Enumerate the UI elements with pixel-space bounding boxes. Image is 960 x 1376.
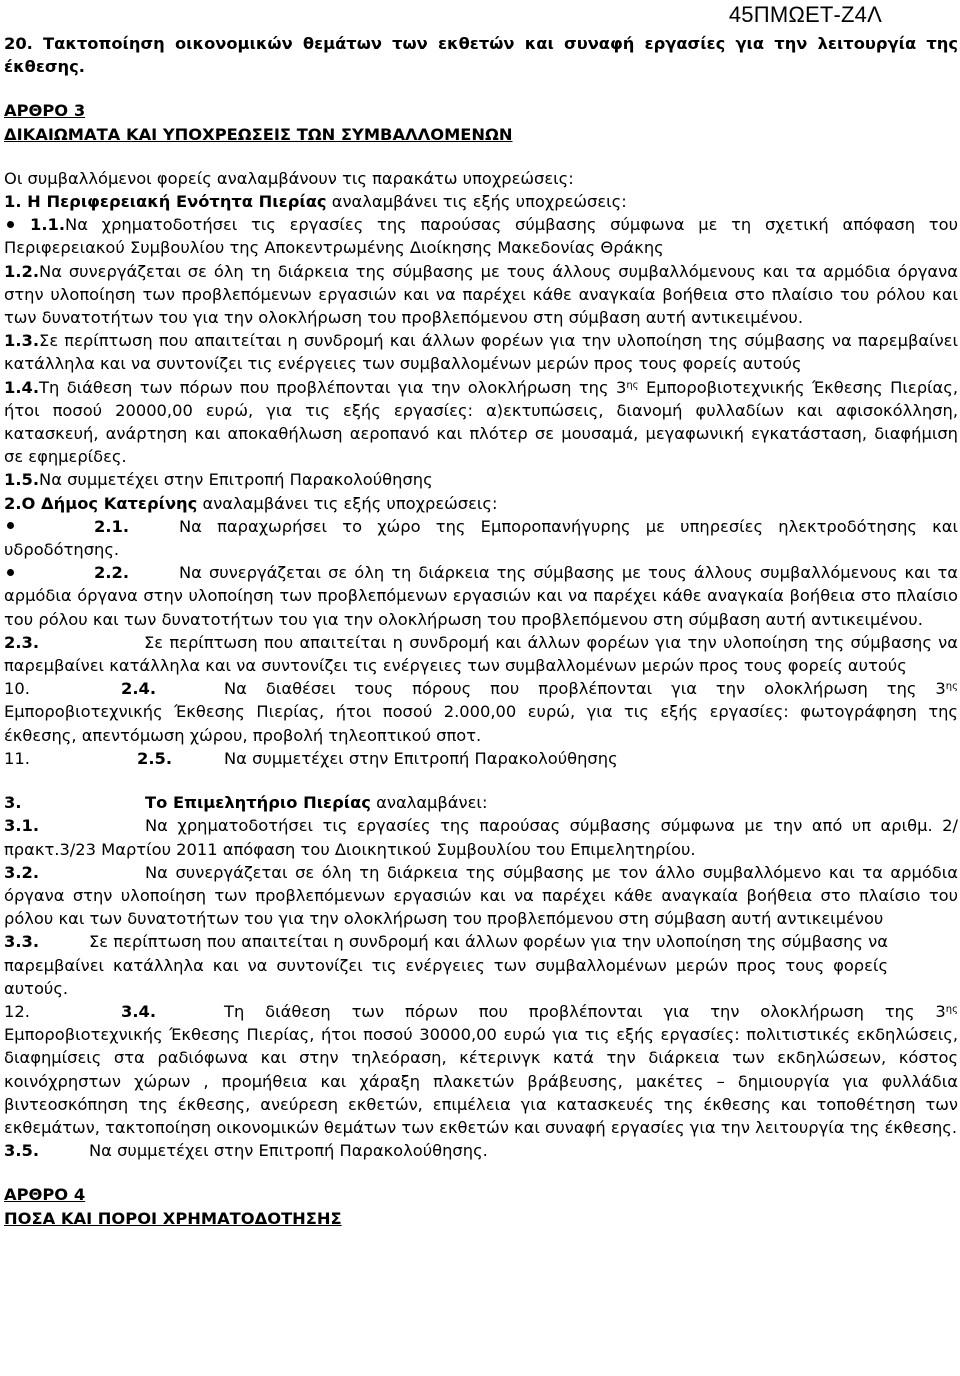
item-1-1: 1.1.Να χρηματοδοτήσει τις εργασίες της παρούσας σύμβασης σύμφωνα με τη σχετική απόφαση του Περιφερειακού Συμβουλίου της Αποκεντρωμένης Διοίκησης Μακεδονίας Θράκης [4, 215, 958, 258]
article-3-title: ΔΙΚΑΙΩΜΑΤΑ ΚΑΙ ΥΠΟΧΡΕΩΣΕΙΣ ΤΩΝ ΣΥΜΒΑΛΛΟΜΕΝΩΝ [4, 124, 513, 144]
bullet-icon [7, 569, 14, 576]
item-2-2: 2.2. Να συνεργάζεται σε όλη τη διάρκεια της σύμβασης με τους άλλους συμβαλλόμενους και τα αρμόδια όργανα στην υλοποίηση των προβλεπόμενων εργασιών και να παρέχει κάθε αναγκαία βοήθεια στο πλαίσιο του ρόλου και των δυνατοτήτων του για την ολοκλήρωση του προβλεπόμενου στη σύμβαση αυτή αντικειμένου. [4, 563, 958, 629]
item-1-2: 1.2.Να συνεργάζεται σε όλη τη διάρκεια της σύμβασης με τους άλλους συμβαλλόμενους και τα αρμόδια όργανα στην υλοποίηση των προβλεπόμενων εργασιών και να παρέχει κάθε αναγκαία βοήθεια στο πλαίσιο του ρόλου και των δυνατοτήτων του για την ολοκλήρωση του προβλεπόμενου στη σύμβαση αυτή αντικειμένου. [4, 261, 958, 328]
document-body [4, 32, 958, 1230]
bullet-icon [7, 522, 14, 529]
item-3-5: 3.5. Να συμμετέχει στην Επιτροπή Παρακολούθησης. [4, 1141, 488, 1161]
article-4-title: ΠΟΣΑ ΚΑΙ ΠΟΡΟΙ ΧΡΗΜΑΤΟΔΟΤΗΣΗΣ [4, 1208, 342, 1228]
item-2-3: 2.3. Σε περίπτωση που απαιτείται η συνδρομή και άλλων φορέων για την υλοποίηση της σύμβασης να παρεμβαίνει κατάλληλα και να συντονίζει τις ενέργειες των συμβαλλομένων μερών προς τους φορείς αυτούς [4, 632, 958, 676]
item-1-3: 1.3.Σε περίπτωση που απαιτείται η συνδρομή και άλλων φορέων για την υλοποίηση της σύμβασης να παρεμβαίνει κατάλληλα και να συντονίζει τις ενέργειες των συμβαλλομένων μερών προς τους φορείς αυτούς [4, 331, 958, 374]
item-20: 20. Τακτοποίηση οικονομικών θεμάτων των εκθετών και συναφή εργασίες για την λειτουργία της έκθεσης. [4, 34, 958, 77]
item-1-5: 1.5.Να συμμετέχει στην Επιτροπή Παρακολούθησης [4, 470, 433, 490]
article-4-heading: ΑΡΘΡΟ 4 [4, 1185, 86, 1205]
section-2-heading: 2.Ο Δήμος Κατερίνης αναλαμβάνει τις εξής υποχρεώσεις: [4, 493, 498, 513]
section-3-heading: 3. Το Επιμελητήριο Πιερίας αναλαμβάνει: [4, 793, 488, 813]
item-2-1: 2.1. Να παραχωρήσει το χώρο της Εμποροπανήγυρης με υπηρεσίες ηλεκτροδότησης και υδροδότησης. [4, 516, 958, 560]
section-1-heading: 1. Η Περιφερειακή Ενότητα Πιερίας αναλαμβάνει τις εξής υποχρεώσεις: [4, 192, 627, 212]
item-3-2: 3.2. Να συνεργάζεται σε όλη τη διάρκεια της σύμβασης με τον άλλο συμβαλλόμενο και τα αρμόδια όργανα στην υλοποίηση των προβλεπόμενων εργασιών και να παρέχει κάθε αναγκαία βοήθεια στο πλαίσιο του ρόλου και των δυνατοτήτων του για την ολοκλήρωση του προβλεπόμενου στη σύμβαση αυτή αντικειμένου [4, 862, 958, 929]
item-3-1: 3.1. Να χρηματοδοτήσει τις εργασίες της παρούσας σύμβασης σύμφωνα με την από υπ αριθμ. 2/πρακτ.3/23 Μαρτίου 2011 απόφαση του Διοικητικού Συμβουλίου του Επιμελητηρίου. [4, 816, 958, 859]
item-1-4: 1.4.Τη διάθεση των πόρων που προβλέπονται για την ολοκλήρωση της $3^{\eta\varsigma}$ Εμποροβιοτεχνικής Έκθεσης Πιερίας, ήτοι ποσού 20000,00 ευρώ, για τις εξής εργασίες: α)εκτυπώσεις, διανομή φυλλαδίων και αφισοκόλληση, κατασκευή, ανάρτηση και αποκαθήλωση αεροπανό και πλότερ σε μουσαμά, μεγαφωνική εγκατάσταση, διαφήμιση σε εφημερίδες. [4, 377, 958, 467]
item-2-5: 11. 2.5. Να συμμετέχει στην Επιτροπή Παρακολούθησης [4, 748, 618, 768]
article-3-heading: ΑΡΘΡΟ 3 [4, 101, 86, 121]
item-2-4: 10. 2.4. Να διαθέσει τους πόρους που προβλέπονται για την ολοκλήρωση της $3^{\eta\varsigma}$ Εμποροβιοτεχνικής Έκθεσης Πιερίας, ήτοι ποσού 2.000,00 ευρώ, για τις εξής εργασίες: φωτογράφηση της έκθεσης, απεντόμωση χώρου, προβολή τηλεοπτικού σποτ. [4, 679, 958, 745]
item-3-3: 3.3. Σε περίπτωση που απαιτείται η συνδρομή και άλλων φορέων για την υλοποίηση της σύμβασης να παρεμβαίνει κατάλληλα και να συντονίζει τις ενέργειες των συμβαλλομένων μερών προς τους φορείς αυτούς. [4, 932, 888, 998]
document-code: 45ΠΜΩΕΤ-Ζ4Λ [728, 2, 882, 27]
item-3-4: 12. 3.4. Τη διάθεση των πόρων που προβλέπονται για την ολοκλήρωση της $3^{\eta\varsigma}$ Εμποροβιοτεχνικής Έκθεσης Πιερίας, ήτοι ποσού 30000,00 ευρώ για τις εξής εργασίες: πολιτιστικές εκδηλώσεις, διαφημίσεις στα ραδιόφωνα και στην τηλεόραση, κέτερινγκ κατά την διάρκεια των εκδηλώσεων, κόστος κοινόχρηστων χώρων , προμήθεια και χάραξη πλακετών βράβευσης, μακέτες – δημιουργία για φυλλάδια βιντεοσκόπηση της έκθεσης, ανεύρεση εκθετών, επιμέλεια για κατασκευές της έκθεσης και τοποθέτηση των εκθεμάτων, τακτοποίηση οικονομικών θεμάτων των εκθετών και συναφή εργασίες για την λειτουργία της έκθεσης. [4, 1001, 958, 1137]
bullet-icon [7, 221, 14, 228]
intro-text: Οι συμβαλλόμενοι φορείς αναλαμβάνουν τις παρακάτω υποχρεώσεις: [4, 168, 574, 188]
